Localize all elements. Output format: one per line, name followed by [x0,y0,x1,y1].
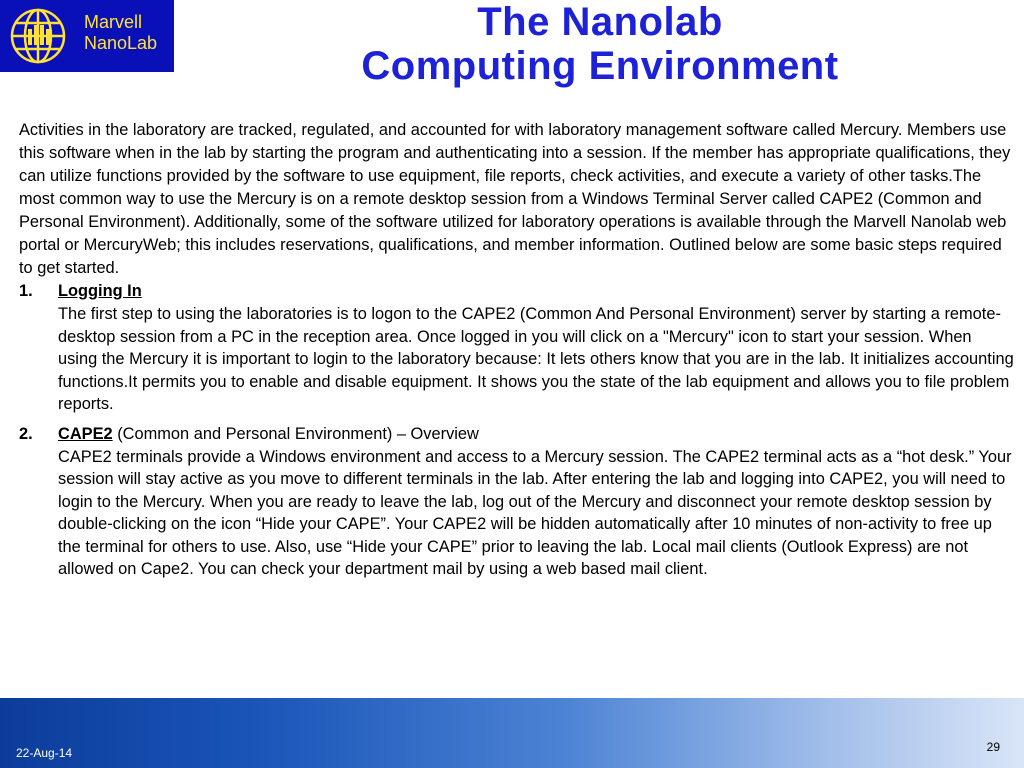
item-number: 1. [19,282,33,300]
globe-icon [6,7,76,65]
item-heading-link: Logging In [58,282,142,300]
logo-line1: Marvell [84,12,143,32]
logo-text [84,12,157,54]
item-heading-link: CAPE2 [58,424,113,443]
logo [0,0,175,72]
item-number: 2. [19,424,33,443]
page-title [180,0,1020,88]
footer-date: 22-Aug-14 [16,746,73,760]
title-line2: Computing Environment [361,44,839,88]
list-item-cape2 [19,423,1014,581]
list-item-logging-in [19,280,1014,416]
item-body: CAPE2 terminals provide a Windows environment and access to a Mercury session. The CAPE2 terminal acts as a “hot desk.” Your session will stay active as you move to different terminals in the lab. After entering the lab and logging into CAPE2, you will need to login to the Mercury. When you are ready to leave the lab, log out of the Mercury and disconnect your remote desktop session by double-clicking on the icon “Hide your CAPE”. Your CAPE2 will be hidden automatically after 10 minutes of non-activity to free up the terminal for others to use. Also, use “Hide your CAPE” prior to leaving the lab. Local mail clients (Outlook Express) are not allowed on Cape2. You can check your department mail by using a web based mail client. [58,447,1012,578]
item-heading [58,280,1014,303]
item-body: The first step to using the laboratories is to logon to the CAPE2 (Common And Personal Environment) server by starting a remote-desktop session from a PC in the reception area. Once logged in you will click on a "Mercury" icon to start your session. When using the Mercury it is important to login to the laboratory because: It lets others know that you are in the lab. It initializes accounting functions.It permits you to enable and disable equipment. It shows you the state of the lab equipment and allows you to file problem reports. [58,305,1014,413]
item-heading-rest: (Common and Personal Environment) – Overview [112,424,479,443]
logo-line2: NanoLab [84,33,158,53]
intro-paragraph: Activities in the laboratory are tracked, regulated, and accounted for with laboratory management software called Mercury. Members use this software when in the lab by starting the program and authenticating into a session. If the member has appropriate qualifications, they can utilize functions provided by the software to use equipment, file reports, check activities, and execute a variety of other tasks.The most common way to use the Mercury is on a remote desktop session from a Windows Terminal Server called CAPE2 (Common and Personal Environment). Additionally, some of the software utilized for laboratory operations is available through the Marvell Nanolab web portal or MercuryWeb; this includes reservations, qualifications, and member information. Outlined below are some basic steps required to get started. [19,121,1011,277]
footer-band [0,698,1024,768]
page-number: 29 [986,740,1000,754]
title-line1: The Nanolab [477,0,723,44]
item-heading [58,423,1014,446]
content [19,119,1014,581]
